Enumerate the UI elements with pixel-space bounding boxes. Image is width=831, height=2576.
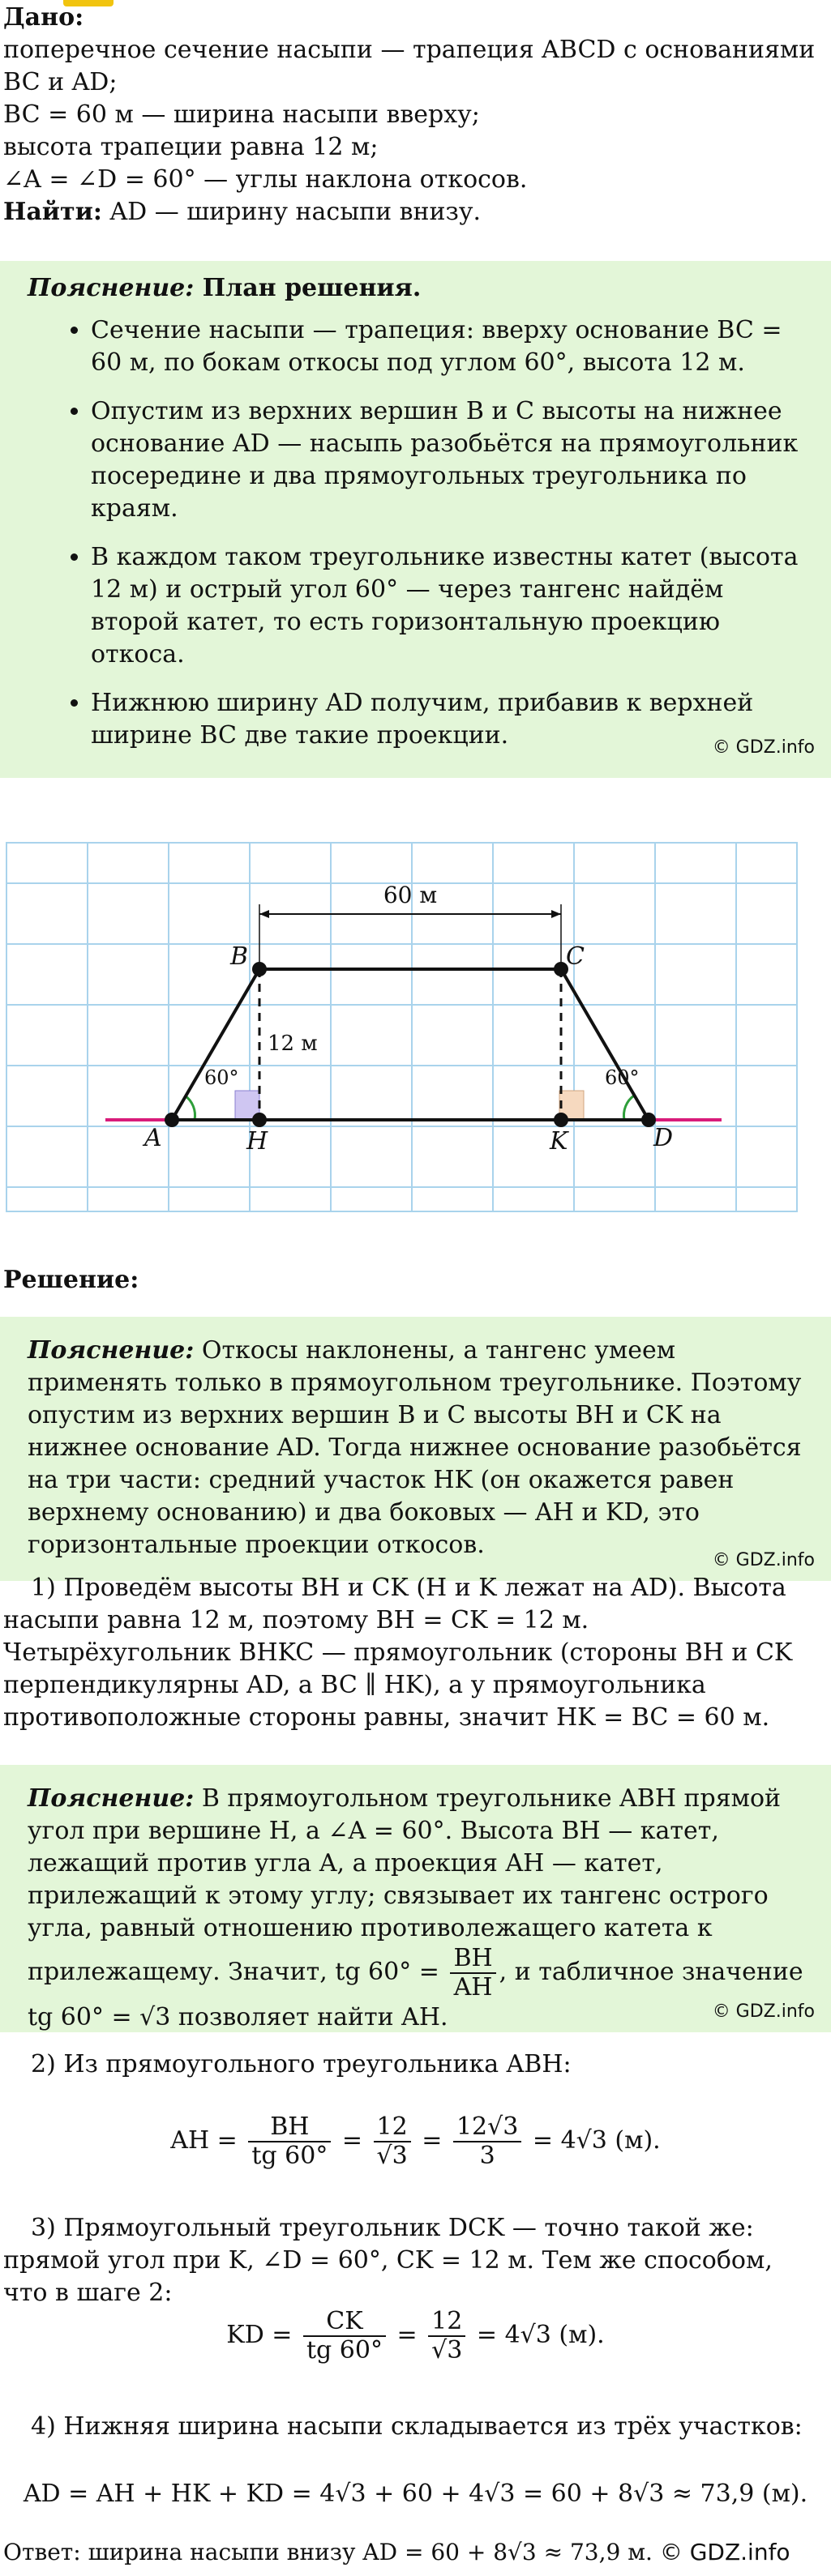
- step3-f2-num: 12: [428, 2308, 465, 2337]
- step3-frac2: [428, 2308, 465, 2365]
- step2-f1-num: BH: [248, 2113, 331, 2142]
- step2-text: 2) Из прямоугольного треугольника ABH:: [31, 2050, 572, 2078]
- step2-frac3: [453, 2113, 521, 2170]
- label-d: D: [653, 1124, 674, 1152]
- given-heading: Дано:: [3, 3, 84, 32]
- height-label: 12 м: [268, 1032, 318, 1056]
- step3-formula: KD = $\frac{CK}{tg 60^\circ}$ = $\frac{12}{√3}$ = 4√3 (м).: [226, 2307, 605, 2365]
- note2-text-b: , и табличное значение tg 60° = √3 позволяет найти AH.: [28, 1958, 803, 2031]
- angle-label-right: 60°: [605, 1066, 640, 1089]
- dimension-arrow-left: [259, 910, 269, 918]
- step3-f1-num: CK: [303, 2308, 386, 2337]
- given-line-2: BC = 60 м — ширина насыпи вверху;: [3, 100, 480, 129]
- step4-text: 4) Нижняя ширина насыпи складывается из трёх участков:: [31, 2412, 803, 2441]
- step2-frac1: [248, 2113, 331, 2170]
- note2-frac-den: AH: [453, 1973, 493, 2001]
- step2-rhs: = 4√3 (м).: [532, 2126, 661, 2155]
- note2-fraction: [450, 1945, 495, 2001]
- note1-text: Откосы наклонены, а тангенс умеем применять только в прямоугольном треугольнике. Поэтому опустим из верхних вершин B и C высоты BH и CK на нижнее основание AD. Тогда нижнее основание разобьётся на три части: средний участок HK (он окажется равен верхнему основанию) и два боковых — AH и KD, это горизонтальные проекции откосов.: [28, 1336, 802, 1559]
- angle-arc-d: [623, 1096, 634, 1120]
- plan-title: План решения.: [194, 274, 422, 302]
- step3-rhs: = 4√3 (м).: [476, 2321, 605, 2349]
- step2-frac2: [374, 2113, 411, 2170]
- step2-f2-num: 12: [374, 2113, 411, 2142]
- step2-formula: AH = $\frac{BH}{tg 60^\circ}$ = $\frac{12}{√3}$ = $\frac{12√3}{3}$ = 4√3 (м).: [170, 2112, 661, 2170]
- top-width-label: 60 м: [383, 882, 438, 908]
- plan-credit: © GDZ.info: [712, 737, 815, 758]
- step4-formula: AD = AH + HK + KD = 4√3 + 60 + 4√3 = 60 + 8√3 ≈ 73,9 (м).: [23, 2480, 808, 2508]
- point-h: [252, 1113, 267, 1127]
- given-line-3: высота трапеции равна 12 м;: [3, 133, 379, 161]
- answer-text: Ответ: ширина насыпи внизу AD = 60 + 8√3 ≈ 73,9 м.: [3, 2539, 653, 2565]
- plan-heading: Пояснение:: [28, 274, 195, 302]
- note1-box: [0, 1317, 831, 1581]
- step2-lhs: AH =: [170, 2126, 246, 2155]
- label-k: K: [550, 1127, 568, 1156]
- step3-f1-den: tg 60°: [306, 2336, 383, 2365]
- plan-item: • Опустим из верхних вершин B и C высоты на нижнее основание AD — насыпь разобьётся на прямоугольник посередине и два прямоугольных треугольника по краям.: [91, 395, 803, 525]
- answer-line: [0, 2536, 831, 2569]
- step2-f2-den: √3: [376, 2142, 408, 2170]
- step3-lhs: KD =: [226, 2321, 300, 2349]
- plan-item: • Сечение насыпи — трапеция: вверху основание BC = 60 м, по бокам откосы под углом 60°, высота 12 м.: [91, 314, 803, 379]
- given-line-1: поперечное сечение насыпи — трапеция ABCD с основаниями BC и AD;: [3, 36, 816, 96]
- find-heading: Найти:: [3, 198, 102, 226]
- answer-credit: © GDZ.info: [659, 2539, 790, 2565]
- point-b: [252, 962, 267, 976]
- step2-f3-den: 3: [479, 2142, 495, 2170]
- angle-label-left: 60°: [204, 1066, 239, 1089]
- plan-list: [28, 314, 803, 752]
- find-text: AD — ширину насыпи внизу.: [101, 198, 482, 226]
- solution-heading: [0, 1264, 142, 1297]
- step1: 1) Проведём высоты BH и CK (H и K лежат на AD). Высота насыпи равна 12 м, поэтому BH = CK = 12 м. Четырёхугольник BHKC — прямоугольник (стороны BH и CK перпендикулярны AD, а BC ∥ HK), а у прямоугольника противоположные стороны равны, значит HK = BC = 60 м.: [3, 1574, 793, 1732]
- step2-f1-den: tg 60°: [251, 2142, 328, 2170]
- label-c: C: [566, 942, 585, 971]
- trapezoid-figure: [0, 835, 831, 1224]
- step3-frac1: [303, 2308, 386, 2365]
- note2-credit: © GDZ.info: [712, 2001, 815, 2022]
- given-line-4: ∠A = ∠D = 60° — углы наклона откосов.: [3, 165, 528, 194]
- note2-heading: Пояснение:: [28, 1784, 195, 1813]
- label-a: A: [144, 1124, 162, 1152]
- point-a: [165, 1113, 179, 1127]
- step2-f3-num: 12√3: [453, 2113, 521, 2142]
- given-section: [0, 2, 831, 229]
- dimension-arrow-right: [551, 910, 561, 918]
- angle-arc-a: [185, 1096, 195, 1120]
- find-line: [3, 196, 828, 229]
- note2-box: [0, 1765, 831, 2032]
- note2-frac-num: BH: [450, 1945, 495, 1974]
- note1-credit: © GDZ.info: [712, 1550, 815, 1570]
- plan-box: [0, 261, 831, 778]
- plan-item: • Нижнюю ширину AD получим, прибавив к верхней ширине BC две такие проекции.: [91, 687, 803, 752]
- label-b: B: [230, 942, 249, 971]
- note1-heading: Пояснение:: [28, 1336, 195, 1365]
- step3-f2-den: √3: [431, 2336, 463, 2365]
- solution-heading-text: Решение:: [3, 1266, 139, 1294]
- plan-item: • В каждом таком треугольнике известны катет (высота 12 м) и острый угол 60° — через тангенс найдём второй катет, то есть горизонтальную проекцию откоса.: [91, 541, 803, 671]
- note2-text-a: В прямоугольном треугольнике ABH прямой угол при вершине H, а ∠A = 60°. Высота BH — катет, лежащий против угла A, а проекция AH — катет, прилежащий к этому углу; связывает их тангенс острого угла, равный отношению противолежащего катета к прилежащему. Значит, tg 60° =: [28, 1784, 782, 1986]
- point-k: [554, 1113, 568, 1127]
- label-h: H: [246, 1127, 268, 1156]
- step3-text: 3) Прямоугольный треугольник DCK — точно такой же: прямой угол при K, ∠D = 60°, CK = 12 м. Тем же способом, что в шаге 2:: [3, 2214, 773, 2307]
